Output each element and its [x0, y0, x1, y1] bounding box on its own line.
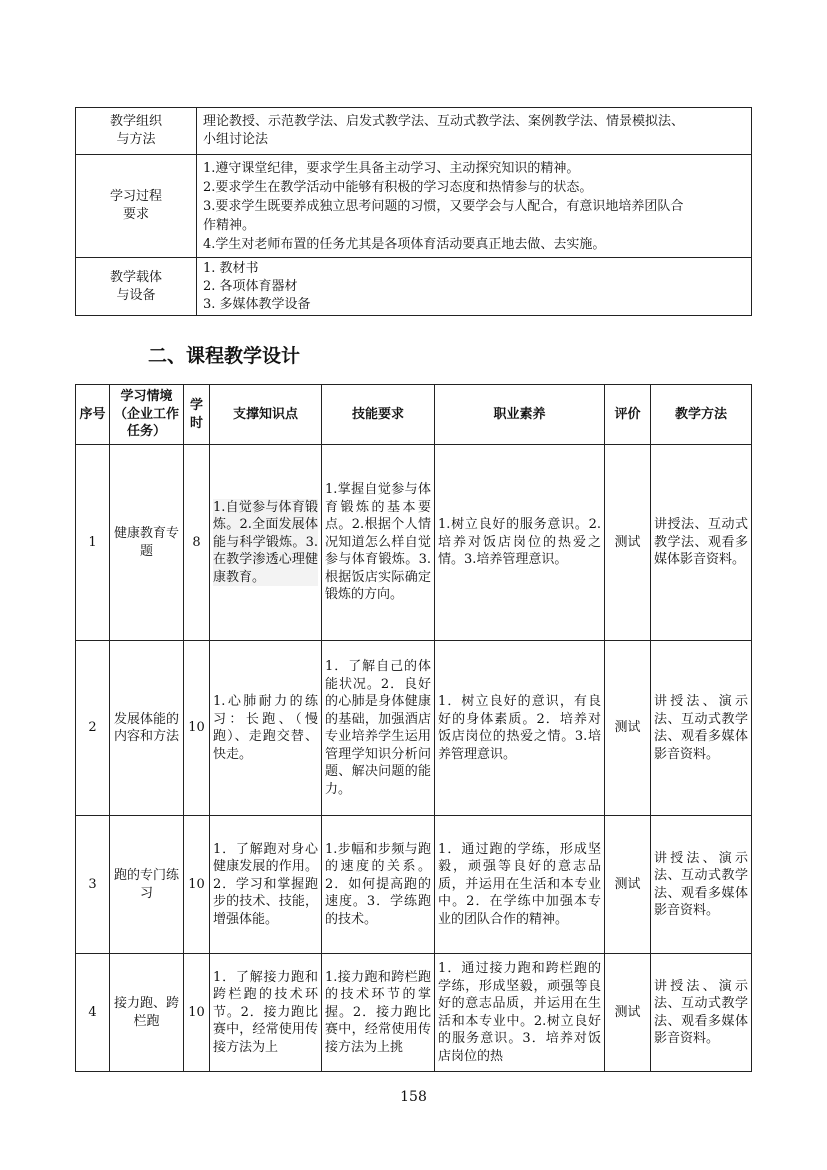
cell-skills: 1.步幅和步频与跑的速度的关系。2．如何提高跑的速度。3．学练跑的技术。	[322, 816, 435, 954]
content-line: 3. 多媒体教学设备	[203, 296, 311, 312]
cell-literacy: 1．通过接力跑和跨栏跑的学练，形成坚毅，顽强等良好的意志品质，并运用在生活和本专业中。2.树立良好的服务意识。3．培养对饭店岗位的热	[435, 954, 605, 1072]
page-number: 158	[400, 1089, 427, 1105]
label-line: 学习过程	[109, 189, 162, 204]
row-content	[197, 258, 752, 316]
cell-situation: 发展体能的内容和方法	[110, 641, 184, 816]
cell-knowledge: 1.心肺耐力的练习：长跑、（慢跑）、走跑交替、快走。	[210, 641, 322, 816]
cell-evaluation: 测试	[605, 816, 651, 954]
cell-evaluation: 测试	[605, 641, 651, 816]
label-line: 要求	[122, 207, 149, 222]
cell-hours: 10	[184, 641, 210, 816]
cell-situation: 接力跑、跨栏跑	[110, 954, 184, 1072]
cell-evaluation: 测试	[605, 954, 651, 1072]
cell-knowledge	[210, 445, 322, 641]
content-line: 1. 教材书	[203, 260, 259, 276]
header-hours: 学时	[184, 385, 210, 445]
content-line: 2. 各项体育器材	[203, 278, 298, 294]
cell-no: 2	[76, 641, 110, 816]
header-literacy: 职业素养	[435, 385, 605, 445]
row-content	[197, 108, 752, 155]
row-label	[76, 258, 197, 316]
header-no: 序号	[76, 385, 110, 445]
cell-no: 4	[76, 954, 110, 1072]
course-info-table	[75, 107, 752, 316]
content-line: 理论教授、示范教学法、启发式教学法、互动式教学法、案例教学法、情景模拟法、	[203, 114, 685, 129]
cell-hours: 8	[184, 445, 210, 641]
label-line: 与设备	[116, 287, 156, 303]
content-line: 1.遵守课堂纪律，要求学生具备主动学习、主动探究知识的精神。	[203, 160, 580, 176]
table-row	[76, 108, 752, 155]
label-line: 教学载体	[109, 269, 162, 285]
cell-situation: 跑的专门练习	[110, 816, 184, 954]
cell-skills: 1．了解自己的体能状况。2．良好的心肺是身体健康的基础，加强酒店专业培养学生运用管理学知识分析问题、解决问题的能力。	[322, 641, 435, 816]
table-row	[76, 641, 752, 816]
row-content	[197, 155, 752, 258]
cell-knowledge: 1．了解跑对身心健康发展的作用。2．学习和掌握跑步的技术、技能，增强体能。	[210, 816, 322, 954]
content-line: 小组讨论法	[203, 132, 269, 147]
content-line: 2.要求学生在教学活动中能够有积极的学习态度和热情参与的状态。	[203, 179, 593, 195]
cell-skills: 1.掌握自觉参与体育锻炼的基本要点。2.根据个人情况知道怎么样自觉参与体育锻炼。3.根据饭店实际确定锻炼的方向。	[322, 445, 435, 641]
table-row	[76, 445, 752, 641]
cell-method: 讲授法、演示法、互动式教学法、观看多媒体影音资料。	[651, 954, 752, 1072]
cell-literacy: 1.树立良好的服务意识。2.培养对饭店岗位的热爱之情。3.培养管理意识。	[435, 445, 605, 641]
label-line: 与方法	[116, 132, 156, 147]
content-line: 作精神。	[203, 217, 256, 233]
cell-literacy: 1．树立良好的意识，有良好的身体素质。2．培养对饭店岗位的热爱之情。3.培养管理意识。	[435, 641, 605, 816]
table-row	[76, 816, 752, 954]
knowledge-text: 1.自觉参与体育锻炼。2.全面发展体能与科学锻炼。3.在教学渗透心理健康教育。	[213, 499, 318, 585]
cell-no: 1	[76, 445, 110, 641]
cell-method: 讲授法、演示法、互动式教学法、观看多媒体影音资料。	[651, 641, 752, 816]
table-row	[76, 155, 752, 258]
cell-literacy: 1．通过跑的学练，形成坚毅，顽强等良好的意志品质，并运用在生活和本专业中。2．在学练中加强本专业的团队合作的精神。	[435, 816, 605, 954]
row-label	[76, 108, 197, 155]
cell-skills: 1.接力跑和跨栏跑的技术环节的掌握。2．接力跑比赛中，经常使用传接方法为上挑	[322, 954, 435, 1072]
header-method: 教学方法	[651, 385, 752, 445]
header-skills: 技能要求	[322, 385, 435, 445]
section-title: 二、课程教学设计	[148, 345, 301, 367]
table-row	[76, 954, 752, 1072]
header-row	[76, 385, 752, 445]
content-line: 4.学生对老师布置的任务尤其是各项体育活动要真正地去做、去实施。	[203, 236, 606, 252]
cell-hours: 10	[184, 954, 210, 1072]
cell-method: 讲授法、互动式教学法、观看多媒体影音资料。	[651, 445, 752, 641]
label-line: 教学组织	[109, 114, 162, 129]
header-evaluation: 评价	[605, 385, 651, 445]
cell-situation: 健康教育专题	[110, 445, 184, 641]
header-situation: 学习情境（企业工作任务）	[110, 385, 184, 445]
row-label	[76, 155, 197, 258]
cell-hours: 10	[184, 816, 210, 954]
cell-evaluation: 测试	[605, 445, 651, 641]
cell-knowledge: 1．了解接力跑和跨栏跑的技术环节。2．接力跑比赛中，经常使用传接方法为上	[210, 954, 322, 1072]
table-row	[76, 258, 752, 316]
cell-no: 3	[76, 816, 110, 954]
header-knowledge: 支撑知识点	[210, 385, 322, 445]
content-line: 3.要求学生既要养成独立思考问题的习惯，又要学会与人配合，有意识地培养团队合	[203, 198, 684, 214]
cell-method: 讲授法、演示法、互动式教学法、观看多媒体影音资料。	[651, 816, 752, 954]
course-design-table	[75, 384, 752, 1072]
